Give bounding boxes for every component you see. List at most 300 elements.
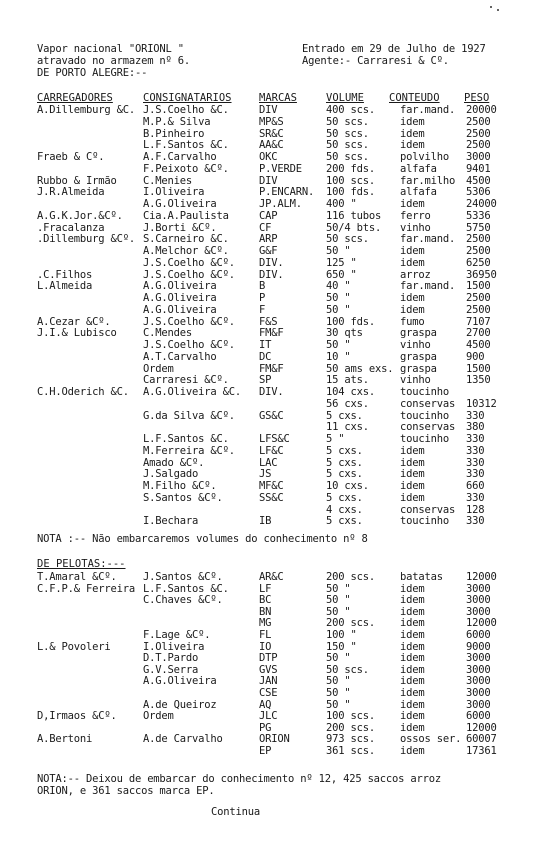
agent-line: Agente:- Carraresi & Cº. bbox=[302, 55, 449, 67]
mark-cell: DIV. bbox=[259, 386, 284, 398]
shipper-cell: .Fracalanza bbox=[37, 221, 105, 234]
table-row bbox=[0, 374, 551, 386]
table-row bbox=[0, 292, 551, 304]
weight-cell: 3000 bbox=[466, 652, 491, 665]
volume-cell: 11 cxs. bbox=[326, 421, 369, 434]
weight-cell: 9401 bbox=[466, 162, 491, 175]
content-cell: far.mand. bbox=[400, 104, 456, 116]
content-cell: idem bbox=[400, 594, 425, 607]
weight-cell: 5336 bbox=[466, 209, 491, 222]
volume-cell: 15 ats. bbox=[326, 374, 369, 387]
volume-cell: 5 cxs. bbox=[326, 468, 363, 481]
consignee-cell: A.de Queiroz bbox=[143, 698, 217, 711]
content-cell: conservas bbox=[400, 421, 456, 434]
content-cell: toucinho bbox=[400, 515, 449, 528]
content-cell: polvilho bbox=[400, 151, 449, 163]
mark-cell: CSE bbox=[259, 687, 278, 699]
volume-cell: 50 scs. bbox=[326, 663, 369, 676]
weight-cell: 5306 bbox=[466, 186, 491, 199]
content-cell: idem bbox=[400, 198, 425, 210]
table-row bbox=[0, 186, 551, 198]
table-row bbox=[0, 457, 551, 469]
table-row bbox=[0, 722, 551, 734]
shipper-cell: .Dillemburg &Cº. bbox=[37, 233, 135, 246]
volume-cell: 50 scs. bbox=[326, 151, 369, 163]
volume-cell: 50 " bbox=[326, 594, 351, 607]
volume-cell: 50/4 bts. bbox=[326, 221, 382, 234]
table-row bbox=[0, 641, 551, 653]
mark-cell: LAC bbox=[259, 456, 278, 469]
mark-cell: DIV. bbox=[259, 268, 284, 281]
mark-cell: G&F bbox=[259, 245, 278, 257]
volume-cell: 50 " bbox=[326, 687, 351, 699]
volume-cell: 104 cxs. bbox=[326, 386, 375, 398]
continua-footer: Continua bbox=[211, 806, 260, 818]
volume-cell: 400 " bbox=[326, 198, 357, 210]
volume-cell: 5 cxs. bbox=[326, 409, 363, 422]
content-cell: idem bbox=[400, 698, 425, 711]
weight-cell: 6250 bbox=[466, 256, 491, 269]
table-row bbox=[0, 257, 551, 269]
consignee-cell: A.de Carvalho bbox=[143, 733, 223, 746]
consignee-cell: A.F.Carvalho bbox=[143, 151, 217, 163]
table-row bbox=[0, 504, 551, 516]
volume-cell: 5 cxs. bbox=[326, 515, 363, 528]
volume-cell: 5 cxs. bbox=[326, 456, 363, 469]
consignee-cell: J.Santos &Cº. bbox=[143, 571, 223, 583]
table-row bbox=[0, 687, 551, 699]
content-cell: idem bbox=[400, 745, 425, 757]
table-row bbox=[0, 210, 551, 222]
mark-cell: F&S bbox=[259, 315, 278, 328]
volume-cell: 50 scs. bbox=[326, 233, 369, 246]
mark-cell: DC bbox=[259, 350, 272, 363]
weight-cell: 4500 bbox=[466, 339, 491, 351]
consignee-cell: J.Borti &Cº. bbox=[143, 221, 217, 234]
volume-cell: 100 scs. bbox=[326, 710, 375, 723]
content-cell: idem bbox=[400, 582, 425, 595]
consignee-cell: J.S.Coelho &Cº. bbox=[143, 315, 235, 328]
content-cell: idem bbox=[400, 139, 425, 152]
consignee-cell: M.Ferreira &Cº. bbox=[143, 444, 235, 457]
volume-cell: 5 cxs. bbox=[326, 491, 363, 504]
weight-cell: 2500 bbox=[466, 139, 491, 152]
volume-cell: 56 cxs. bbox=[326, 397, 369, 410]
weight-cell: 1350 bbox=[466, 374, 491, 387]
weight-cell: 2500 bbox=[466, 292, 491, 304]
weight-cell: 330 bbox=[466, 491, 485, 504]
mark-cell: P.ENCARN. bbox=[259, 186, 315, 199]
mark-cell: BN bbox=[259, 605, 272, 618]
mark-cell: LF&C bbox=[259, 444, 284, 457]
table-row bbox=[0, 664, 551, 676]
volume-cell: 150 " bbox=[326, 640, 357, 653]
volume-cell: 361 scs. bbox=[326, 745, 375, 757]
consignee-cell: B.Pinheiro bbox=[143, 127, 205, 140]
shipper-cell: D,Irmaos &Cº. bbox=[37, 710, 117, 723]
content-cell: idem bbox=[400, 292, 425, 304]
table-row bbox=[0, 339, 551, 351]
content-cell: toucinho bbox=[400, 409, 449, 422]
volume-cell: 50 " bbox=[326, 245, 351, 257]
table-row bbox=[0, 198, 551, 210]
content-cell: batatas bbox=[400, 571, 443, 583]
mark-cell: DIV bbox=[259, 104, 278, 116]
mark-cell: FL bbox=[259, 629, 272, 641]
content-cell: vinho bbox=[400, 374, 431, 387]
mark-cell: PG bbox=[259, 721, 272, 734]
content-cell: toucinho bbox=[400, 386, 449, 398]
content-cell: idem bbox=[400, 456, 425, 469]
volume-cell: 400 scs. bbox=[326, 104, 375, 116]
consignee-cell: J.S.Coelho &Cº. bbox=[143, 339, 235, 351]
shipper-cell: C.H.Oderich &C. bbox=[37, 386, 129, 398]
mark-cell: AQ bbox=[259, 698, 272, 711]
volume-cell: 10 " bbox=[326, 350, 351, 363]
note-conhecimento-12-cont: ORION, e 361 saccos marca EP. bbox=[37, 785, 215, 797]
table-row bbox=[0, 351, 551, 363]
mark-cell: MP&S bbox=[259, 115, 284, 128]
consignee-cell: S.Carneiro &C. bbox=[143, 233, 229, 246]
volume-cell: 50 " bbox=[326, 292, 351, 304]
volume-cell: 30 qts bbox=[326, 327, 363, 340]
consignee-cell: L.F.Santos &C. bbox=[143, 582, 229, 595]
mark-cell: P bbox=[259, 292, 266, 304]
col-header-peso: PESO bbox=[464, 92, 490, 104]
weight-cell: 330 bbox=[466, 468, 485, 481]
shipper-cell: A.Cezar &Cº. bbox=[37, 315, 111, 328]
consignee-cell: C.Mendes bbox=[143, 327, 192, 340]
consignee-cell: M.Filho &Cº. bbox=[143, 480, 217, 492]
volume-cell: 200 scs. bbox=[326, 617, 375, 630]
weight-cell: 3000 bbox=[466, 594, 491, 607]
volume-cell: 50 scs. bbox=[326, 115, 369, 128]
weight-cell: 2700 bbox=[466, 327, 491, 340]
volume-cell: 200 fds. bbox=[326, 162, 375, 175]
consignee-cell: A.G.Oliveira bbox=[143, 292, 217, 304]
table-row bbox=[0, 386, 551, 398]
weight-cell: 3000 bbox=[466, 698, 491, 711]
mark-cell: GS&C bbox=[259, 409, 284, 422]
weight-cell: 17361 bbox=[466, 745, 497, 757]
table-row bbox=[0, 316, 551, 328]
consignee-cell: Ordem bbox=[143, 362, 174, 375]
warehouse-line: atravado no armazem nº 6. bbox=[37, 55, 191, 67]
volume-cell: 50 " bbox=[326, 698, 351, 711]
content-cell: far.milho bbox=[400, 174, 456, 187]
consignee-cell: A.G.Oliveira bbox=[143, 675, 217, 688]
content-cell: idem bbox=[400, 617, 425, 630]
weight-cell: 330 bbox=[466, 515, 485, 528]
volume-cell: 100 fds. bbox=[326, 186, 375, 199]
weight-cell: 330 bbox=[466, 444, 485, 457]
mark-cell: F bbox=[259, 303, 266, 316]
consignee-cell: I.Oliveira bbox=[143, 640, 205, 653]
content-cell: idem bbox=[400, 605, 425, 618]
mark-cell: DIV bbox=[259, 174, 278, 187]
weight-cell: 9000 bbox=[466, 640, 491, 653]
consignee-cell: C.Menies bbox=[143, 174, 192, 187]
mark-cell: JP.ALM. bbox=[259, 198, 302, 210]
table-row bbox=[0, 745, 551, 757]
weight-cell: 12000 bbox=[466, 617, 497, 630]
volume-cell: 50 " bbox=[326, 303, 351, 316]
content-cell: alfafa bbox=[400, 162, 437, 175]
note-conhecimento-12: NOTA:-- Deixou de embarcar do conhecimento nº 12, 425 saccos arroz bbox=[37, 773, 442, 785]
shipper-cell: J.R.Almeida bbox=[37, 186, 105, 199]
mark-cell: IT bbox=[259, 339, 272, 351]
weight-cell: 36950 bbox=[466, 268, 497, 281]
content-cell: graspa bbox=[400, 362, 437, 375]
consignee-cell: A.G.Oliveira &C. bbox=[143, 386, 241, 398]
volume-cell: 650 " bbox=[326, 268, 357, 281]
weight-cell: 3000 bbox=[466, 675, 491, 688]
weight-cell: 60007 bbox=[466, 733, 497, 746]
weight-cell: 3000 bbox=[466, 151, 491, 163]
consignee-cell: Cia.A.Paulista bbox=[143, 209, 229, 222]
note-conhecimento-8: NOTA :-- Não embarcaremos volumes do conhecimento nº 8 bbox=[37, 533, 368, 545]
volume-cell: 4 cxs. bbox=[326, 503, 363, 516]
content-cell: vinho bbox=[400, 339, 431, 351]
volume-cell: 125 " bbox=[326, 256, 357, 269]
consignee-cell: I.Bechara bbox=[143, 515, 199, 528]
table-row bbox=[0, 175, 551, 187]
weight-cell: 330 bbox=[466, 409, 485, 422]
volume-cell: 50 " bbox=[326, 605, 351, 618]
weight-cell: 380 bbox=[466, 421, 485, 434]
content-cell: idem bbox=[400, 303, 425, 316]
volume-cell: 50 scs. bbox=[326, 139, 369, 152]
volume-cell: 5 cxs. bbox=[326, 444, 363, 457]
table-row bbox=[0, 480, 551, 492]
content-cell: idem bbox=[400, 480, 425, 492]
table-row bbox=[0, 269, 551, 281]
weight-cell: 330 bbox=[466, 456, 485, 469]
shipper-cell: L.& Povoleri bbox=[37, 640, 111, 653]
mark-cell: GVS bbox=[259, 663, 278, 676]
mark-cell: JS bbox=[259, 468, 272, 481]
content-cell: idem bbox=[400, 491, 425, 504]
volume-cell: 40 " bbox=[326, 280, 351, 293]
origin-porto-alegre: DE PORTO ALEGRE:-- bbox=[37, 67, 148, 79]
shipper-cell: Rubbo & Irmão bbox=[37, 174, 117, 187]
arrival-date: Entrado em 29 de Julho de 1927 bbox=[302, 43, 486, 55]
mark-cell: DTP bbox=[259, 652, 278, 665]
table-row bbox=[0, 583, 551, 595]
mark-cell: LFS&C bbox=[259, 433, 290, 445]
mark-cell: IO bbox=[259, 640, 272, 653]
volume-cell: 50 " bbox=[326, 652, 351, 665]
volume-cell: 5 " bbox=[326, 433, 345, 445]
consignee-cell: J.Salgado bbox=[143, 468, 199, 481]
weight-cell: 3000 bbox=[466, 605, 491, 618]
table-row bbox=[0, 139, 551, 151]
weight-cell: 3000 bbox=[466, 687, 491, 699]
col-header-volume: VOLUME bbox=[326, 92, 364, 104]
weight-cell: 12000 bbox=[466, 721, 497, 734]
volume-cell: 100 " bbox=[326, 629, 357, 641]
content-cell: idem bbox=[400, 710, 425, 723]
shipper-cell: A.Dillemburg &C. bbox=[37, 104, 135, 116]
mark-cell: SR&C bbox=[259, 127, 284, 140]
shipper-cell: T.Amaral &Cº. bbox=[37, 571, 117, 583]
shipper-cell: L.Almeida bbox=[37, 280, 93, 293]
consignee-cell: M.P.& Silva bbox=[143, 115, 211, 128]
volume-cell: 200 scs. bbox=[326, 571, 375, 583]
weight-cell: 2500 bbox=[466, 303, 491, 316]
mark-cell: IB bbox=[259, 515, 272, 528]
consignee-cell: Carraresi &Cº. bbox=[143, 374, 229, 387]
content-cell: graspa bbox=[400, 350, 437, 363]
table-row bbox=[0, 652, 551, 664]
shipper-cell: J.I.& Lubisco bbox=[37, 327, 117, 340]
content-cell: idem bbox=[400, 245, 425, 257]
weight-cell: 3000 bbox=[466, 663, 491, 676]
weight-cell: 6000 bbox=[466, 710, 491, 723]
consignee-cell: Amado &Cº. bbox=[143, 456, 205, 469]
mark-cell: ORION bbox=[259, 733, 290, 746]
volume-cell: 50 " bbox=[326, 675, 351, 688]
consignee-cell: L.F.Santos &C. bbox=[143, 139, 229, 152]
table-row bbox=[0, 363, 551, 375]
weight-cell: 3000 bbox=[466, 582, 491, 595]
content-cell: conservas bbox=[400, 503, 456, 516]
table-row bbox=[0, 410, 551, 422]
consignee-cell: F.Peixoto &Cº. bbox=[143, 162, 229, 175]
content-cell: idem bbox=[400, 127, 425, 140]
consignee-cell: A.G.Oliveira bbox=[143, 303, 217, 316]
mark-cell: FM&F bbox=[259, 362, 284, 375]
content-cell: idem bbox=[400, 687, 425, 699]
content-cell: toucinho bbox=[400, 433, 449, 445]
content-cell: graspa bbox=[400, 327, 437, 340]
content-cell: fumo bbox=[400, 315, 425, 328]
consignee-cell: G.V.Serra bbox=[143, 663, 199, 676]
mark-cell: FM&F bbox=[259, 327, 284, 340]
col-header-consignatarios: CONSIGNATARIOS bbox=[143, 92, 232, 104]
mark-cell: P.VERDE bbox=[259, 162, 302, 175]
weight-cell: 20000 bbox=[466, 104, 497, 116]
content-cell: idem bbox=[400, 663, 425, 676]
shipper-cell: Fraeb & Cº. bbox=[37, 151, 105, 163]
weight-cell: 2500 bbox=[466, 115, 491, 128]
consignee-cell: A.T.Carvalho bbox=[143, 350, 217, 363]
consignee-cell: G.da Silva &Cº. bbox=[143, 409, 235, 422]
table-row bbox=[0, 468, 551, 480]
weight-cell: 10312 bbox=[466, 397, 497, 410]
table-row bbox=[0, 128, 551, 140]
content-cell: far.mand. bbox=[400, 233, 456, 246]
table-row bbox=[0, 515, 551, 527]
content-cell: alfafa bbox=[400, 186, 437, 199]
content-cell: idem bbox=[400, 444, 425, 457]
consignee-cell: F.Lage &Cº. bbox=[143, 629, 211, 641]
table-row bbox=[0, 233, 551, 245]
weight-cell: 900 bbox=[466, 350, 485, 363]
mark-cell: SS&C bbox=[259, 491, 284, 504]
ink-speck bbox=[497, 9, 499, 11]
content-cell: conservas bbox=[400, 397, 456, 410]
mark-cell: SP bbox=[259, 374, 272, 387]
consignee-cell: A.Melchor &Cº. bbox=[143, 245, 229, 257]
table-row bbox=[0, 492, 551, 504]
consignee-cell: J.S.Coelho &C. bbox=[143, 104, 229, 116]
mark-cell: MF&C bbox=[259, 480, 284, 492]
table-row bbox=[0, 606, 551, 618]
mark-cell: JLC bbox=[259, 710, 278, 723]
volume-cell: 50 ams exs. bbox=[326, 362, 394, 375]
content-cell: idem bbox=[400, 115, 425, 128]
col-header-marcas: MARCAS bbox=[259, 92, 297, 104]
shipper-cell: A.Bertoni bbox=[37, 733, 93, 746]
mark-cell: CAP bbox=[259, 209, 278, 222]
mark-cell: OKC bbox=[259, 151, 278, 163]
table-row bbox=[0, 699, 551, 711]
volume-cell: 10 cxs. bbox=[326, 480, 369, 492]
weight-cell: 12000 bbox=[466, 571, 497, 583]
table-row bbox=[0, 571, 551, 583]
vessel-title: Vapor nacional "ORIONL " bbox=[37, 43, 184, 55]
content-cell: idem bbox=[400, 640, 425, 653]
shipper-cell: C.F.P.& Ferreira bbox=[37, 582, 135, 595]
volume-cell: 200 scs. bbox=[326, 721, 375, 734]
weight-cell: 1500 bbox=[466, 362, 491, 375]
weight-cell: 24000 bbox=[466, 198, 497, 210]
weight-cell: 128 bbox=[466, 503, 485, 516]
content-cell: far.mand. bbox=[400, 280, 456, 293]
table-row bbox=[0, 163, 551, 175]
mark-cell: JAN bbox=[259, 675, 278, 688]
mark-cell: ARP bbox=[259, 233, 278, 246]
table-row bbox=[0, 617, 551, 629]
consignee-cell: J.S.Coelho &Cº. bbox=[143, 268, 235, 281]
content-cell: idem bbox=[400, 256, 425, 269]
mark-cell: B bbox=[259, 280, 266, 293]
consignee-cell: C.Chaves &Cº. bbox=[143, 594, 223, 607]
table-row bbox=[0, 733, 551, 745]
content-cell: idem bbox=[400, 675, 425, 688]
consignee-cell: J.S.Coelho &Cº. bbox=[143, 256, 235, 269]
volume-cell: 116 tubos bbox=[326, 209, 382, 222]
weight-cell: 2500 bbox=[466, 233, 491, 246]
consignee-cell: I.Oliveira bbox=[143, 186, 205, 199]
table-row bbox=[0, 151, 551, 163]
mark-cell: DIV. bbox=[259, 256, 284, 269]
ink-speck bbox=[490, 6, 492, 8]
table-row bbox=[0, 433, 551, 445]
table-row bbox=[0, 629, 551, 641]
content-cell: ossos ser. bbox=[400, 733, 462, 746]
table-row bbox=[0, 594, 551, 606]
volume-cell: 50 scs. bbox=[326, 127, 369, 140]
consignee-cell: D.T.Pardo bbox=[143, 652, 199, 665]
volume-cell: 973 scs. bbox=[326, 733, 375, 746]
weight-cell: 5750 bbox=[466, 221, 491, 234]
weight-cell: 4500 bbox=[466, 174, 491, 187]
table-row bbox=[0, 222, 551, 234]
shipper-cell: .C.Filhos bbox=[37, 268, 93, 281]
col-header-carregadores: CARREGADORES bbox=[37, 92, 113, 104]
consignee-cell: L.F.Santos &C. bbox=[143, 433, 229, 445]
weight-cell: 2500 bbox=[466, 127, 491, 140]
mark-cell: MG bbox=[259, 617, 272, 630]
content-cell: idem bbox=[400, 652, 425, 665]
mark-cell: LF bbox=[259, 582, 272, 595]
table-row bbox=[0, 398, 551, 410]
table-row bbox=[0, 421, 551, 433]
table-row bbox=[0, 104, 551, 116]
mark-cell: BC bbox=[259, 594, 272, 607]
